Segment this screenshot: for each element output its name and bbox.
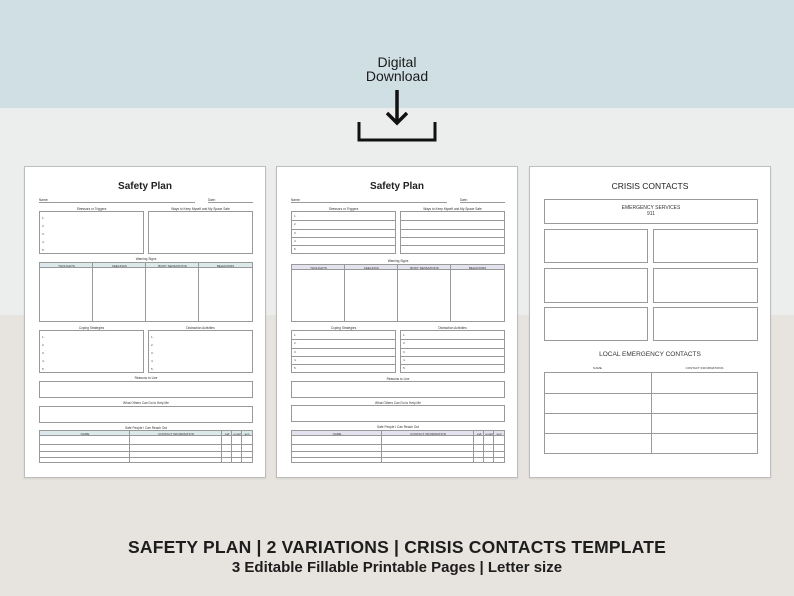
warning-col-header: BODY SENSATIONS [158,264,187,268]
caption-title: SAFETY PLAN | 2 VARIATIONS | CRISIS CONTACTS TEMPLATE [128,537,666,557]
others-box [39,406,253,423]
contact-card [653,307,758,341]
row-divider [40,457,252,458]
row-divider [292,245,395,246]
warning-heading: Warning Signs [387,259,409,263]
ways-heading: Ways to Keep Myself and My Space Safe [171,207,230,211]
row-divider [40,451,252,452]
contact-card [544,229,648,263]
ways-lined-box [400,211,505,254]
warning-col-header: BODY SENSATIONS [410,266,439,270]
safety-plan-page-2 [276,166,518,478]
row-divider [401,339,504,340]
warning-table [291,264,505,322]
warning-table [39,262,253,322]
column-divider [145,263,146,321]
list-number: 5. [403,366,406,370]
coping-heading: Coping Strategies [330,326,357,330]
warning-col-header: BEHAVIORS [468,266,487,270]
others-box [291,405,505,422]
people-col-header: call [224,432,230,436]
warning-col-header: FEELINGS [364,266,379,270]
row-divider [40,444,252,445]
row-divider [292,356,395,357]
list-number: 2. [403,341,406,345]
list-number: 1. [42,335,45,339]
contact-card [653,229,758,263]
warning-col-header: FEELINGS [112,264,127,268]
safety-plan-page-1 [24,166,266,478]
row-divider [401,356,504,357]
coping-lined-box [291,330,396,373]
coping-heading: Coping Strategies [78,326,105,330]
coping-box [39,330,144,373]
distraction-box [148,330,253,373]
download-label [347,55,447,83]
list-number: 2. [42,224,45,228]
list-number: 4. [294,239,297,243]
stressors-lined-box [291,211,396,254]
row-divider [292,444,504,445]
emergency-services-label: EMERGENCY SERVICES [621,205,681,211]
list-number: 5. [294,366,297,370]
list-number: 3. [294,350,297,354]
stressors-box [39,211,144,254]
row-divider [292,229,395,230]
row-divider [292,451,504,452]
list-number: 5. [294,247,297,251]
name-line [291,202,447,203]
list-number: 2. [294,222,297,226]
people-col-header: email [485,432,493,436]
list-number: 4. [42,359,45,363]
reasons-box [39,381,253,398]
distraction-heading: Distraction Activities [438,326,467,330]
stressors-heading: Stressors or Triggers [328,207,359,211]
local-col-header: NAME [593,366,602,370]
row-divider [401,364,504,365]
list-number: 2. [42,343,45,347]
ways-box [148,211,253,254]
people-col-header: email [233,432,241,436]
warning-col-header: BEHAVIORS [216,264,235,268]
row-divider [292,237,395,238]
column-divider [92,263,93,321]
list-number: 4. [151,359,154,363]
emergency-services-box [544,199,758,224]
name-label: Name: [291,198,301,202]
contact-card [544,307,648,341]
row-divider [401,348,504,349]
local-col-header: CONTACT INFORMATIONS [685,366,724,370]
reasons-heading: Reasons to Live [386,377,410,381]
list-number: 3. [151,351,154,355]
local-contacts-table [544,372,758,454]
list-number: 2. [294,341,297,345]
list-number: 1. [403,333,406,337]
list-number: 1. [294,333,297,337]
row-divider [401,229,504,230]
list-number: 3. [42,351,45,355]
download-line-2: Download [365,68,429,84]
row-divider [545,433,757,434]
row-divider [545,393,757,394]
list-number: 3. [42,232,45,236]
list-number: 1. [294,214,297,218]
row-divider [292,364,395,365]
people-table [39,430,253,463]
reasons-box [291,381,505,398]
row-divider [401,245,504,246]
warning-col-header: THOUGHTS [310,266,327,270]
others-heading: What Others Can Do to Help Me [123,401,169,405]
list-number: 5. [42,248,45,252]
crisis-contacts-page [529,166,771,478]
name-line [39,202,195,203]
crisis-title: CRISIS CONTACTS [611,181,689,191]
people-col-header: text [244,432,250,436]
date-label: Date: [208,198,216,202]
row-divider [292,457,504,458]
list-number: 4. [294,358,297,362]
ways-heading: Ways to Keep Myself and My Space Safe [423,207,482,211]
column-divider [198,263,199,321]
column-divider [344,265,345,321]
list-number: 5. [151,367,154,371]
name-label: Name: [39,198,49,202]
row-divider [292,348,395,349]
list-number: 4. [42,240,45,244]
warning-col-header: THOUGHTS [58,264,75,268]
row-divider [292,220,395,221]
download-icon [357,88,437,142]
date-line [208,202,253,203]
page-title: Safety Plan [118,181,172,192]
list-number: 5. [42,367,45,371]
column-divider [450,265,451,321]
people-col-header: NAME [80,432,90,436]
page-title: Safety Plan [370,181,424,192]
list-number: 3. [294,231,297,235]
distraction-heading: Distraction Activities [186,326,215,330]
list-number: 4. [403,358,406,362]
people-col-header: NAME [332,432,342,436]
row-divider [401,220,504,221]
row-divider [401,237,504,238]
stressors-heading: Stressors or Triggers [76,207,107,211]
people-heading: Safe People I Can Reach Out [125,426,167,430]
warning-heading: Warning Signs [135,257,157,261]
list-number: 1. [42,216,45,220]
people-col-header: text [496,432,502,436]
others-heading: What Others Can Do to Help Me [375,401,421,405]
people-col-header: call [476,432,482,436]
date-line [460,202,505,203]
people-table [291,430,505,463]
reasons-heading: Reasons to Live [134,376,158,380]
caption-subtitle: 3 Editable Fillable Printable Pages | Letter size [231,559,563,576]
row-divider [292,339,395,340]
emergency-services-number: 911 [647,211,655,217]
list-number: 1. [151,335,154,339]
column-divider [397,265,398,321]
people-heading: Safe People I Can Reach Out [377,425,419,429]
people-col-header: CONTACT INFORMATION [158,432,194,436]
list-number: 3. [403,350,406,354]
download-line-1: Digital [377,54,417,70]
distraction-lined-box [400,330,505,373]
row-divider [545,413,757,414]
local-emergency-title: LOCAL EMERGENCY CONTACTS [599,351,701,358]
contact-card [544,268,648,303]
date-label: Date: [460,198,468,202]
contact-card [653,268,758,303]
list-number: 2. [151,343,154,347]
people-col-header: CONTACT INFORMATION [410,432,446,436]
